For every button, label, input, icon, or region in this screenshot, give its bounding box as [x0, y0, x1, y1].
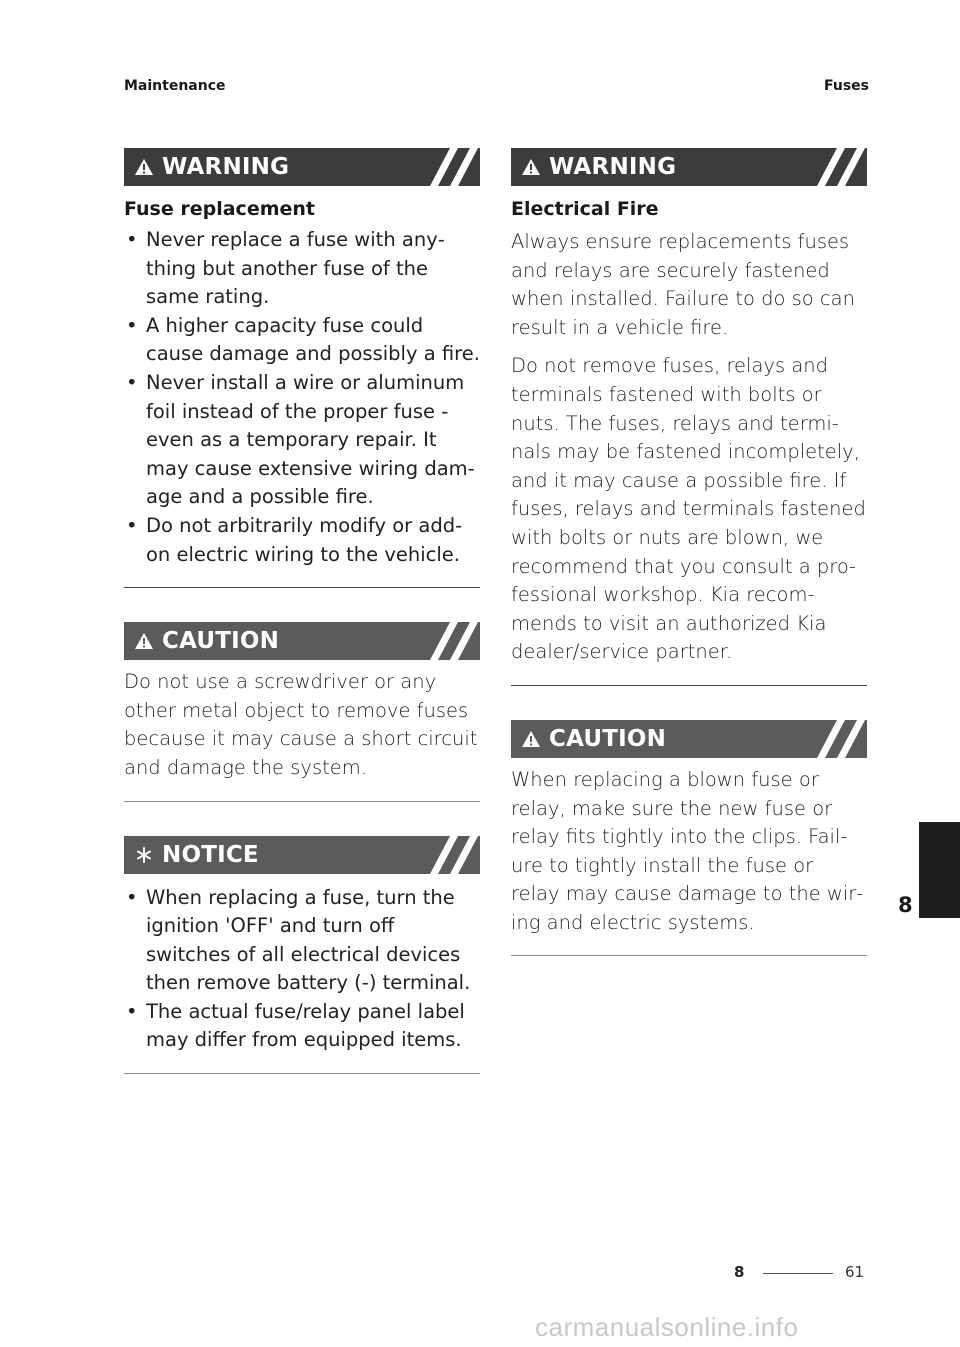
- stripes-decoration: [803, 148, 867, 186]
- warning-triangle-icon: [521, 157, 541, 177]
- warning-paragraph: Do not remove fuses, relays and terminals fastened with bolts or nuts. The fuses, relays and terminals may be fastened incompletely, and it may cause a possible fire. If fuses, relays and terminals fastened with bolts or nuts are blown, we recommend that you consult a professional workshop. Kia recommends to visit an authorized Kia dealer/service partner.: [511, 354, 866, 664]
- footer-divider: [763, 1273, 833, 1274]
- warning-subtitle: Fuse replacement: [124, 198, 316, 220]
- warning-banner: [124, 148, 480, 186]
- caution-banner: [511, 720, 867, 758]
- header-topic-title: Fuses: [824, 78, 869, 94]
- list-item: • Never install a wire or aluminum foil instead of the proper fuse - even as a temporary repair. It may cause extensive wiring damage and a possible fire.: [126, 370, 475, 509]
- caution-title: CAUTION: [549, 725, 667, 752]
- warning-title: WARNING: [549, 154, 677, 180]
- warning-paragraph: Always ensure replacements fuses and relays are securely fastened when installed. Failure to do so can result in a vehicle fire.: [511, 230, 855, 339]
- divider: [124, 1073, 480, 1074]
- footer-page-number: 61: [845, 1263, 865, 1281]
- stripes-decoration: [803, 720, 867, 758]
- warning-banner: [511, 148, 867, 186]
- warning-triangle-icon: [134, 157, 154, 177]
- chapter-tab: [919, 822, 960, 918]
- list-item: • The actual fuse/relay panel label may differ from equipped items.: [126, 999, 465, 1052]
- stripes-decoration: [416, 622, 480, 660]
- right-column: [511, 148, 867, 956]
- footer-chapter: 8: [734, 1263, 745, 1281]
- notice-title: NOTICE: [162, 841, 259, 868]
- list-item: • When replacing a fuse, turn the ignition 'OFF' and turn off switches of all electrical devices then remove battery (-) terminal.: [126, 885, 471, 995]
- watermark: carmanualsonline.info: [535, 1312, 799, 1342]
- chapter-number: 8: [898, 893, 913, 917]
- stripes-decoration: [416, 148, 480, 186]
- divider: [511, 955, 867, 956]
- caution-title: CAUTION: [162, 628, 280, 655]
- caution-banner: [124, 622, 480, 660]
- warning-subtitle: Electrical Fire: [511, 198, 659, 220]
- stripes-decoration: [416, 836, 480, 874]
- asterisk-icon: [134, 845, 154, 865]
- caution-text: Do not use a screwdriver or any other metal object to remove fuses because it may cause a short circuit and damage the system.: [124, 670, 478, 779]
- warning-triangle-icon: [521, 729, 541, 749]
- list-item: • A higher capacity fuse could cause damage and possibly a fire.: [126, 313, 480, 366]
- warning-triangle-icon: [134, 631, 154, 651]
- header-section-title: Maintenance: [124, 78, 226, 94]
- warning-title: WARNING: [162, 154, 290, 180]
- list-item: • Never replace a fuse with anything but another fuse of the same rating.: [126, 228, 445, 309]
- notice-banner: [124, 836, 480, 874]
- warning-list: [124, 226, 480, 569]
- left-column: [124, 148, 480, 1074]
- notice-list: [124, 884, 480, 1056]
- list-item: • Do not arbitrarily modify or add-on electric wiring to the vehicle.: [126, 513, 463, 566]
- caution-text: When replacing a blown fuse or relay, make sure the new fuse or relay fits tightly into the clips. Failure to tightly install the fuse or relay may cause damage to the wiring and electric systems.: [511, 767, 864, 934]
